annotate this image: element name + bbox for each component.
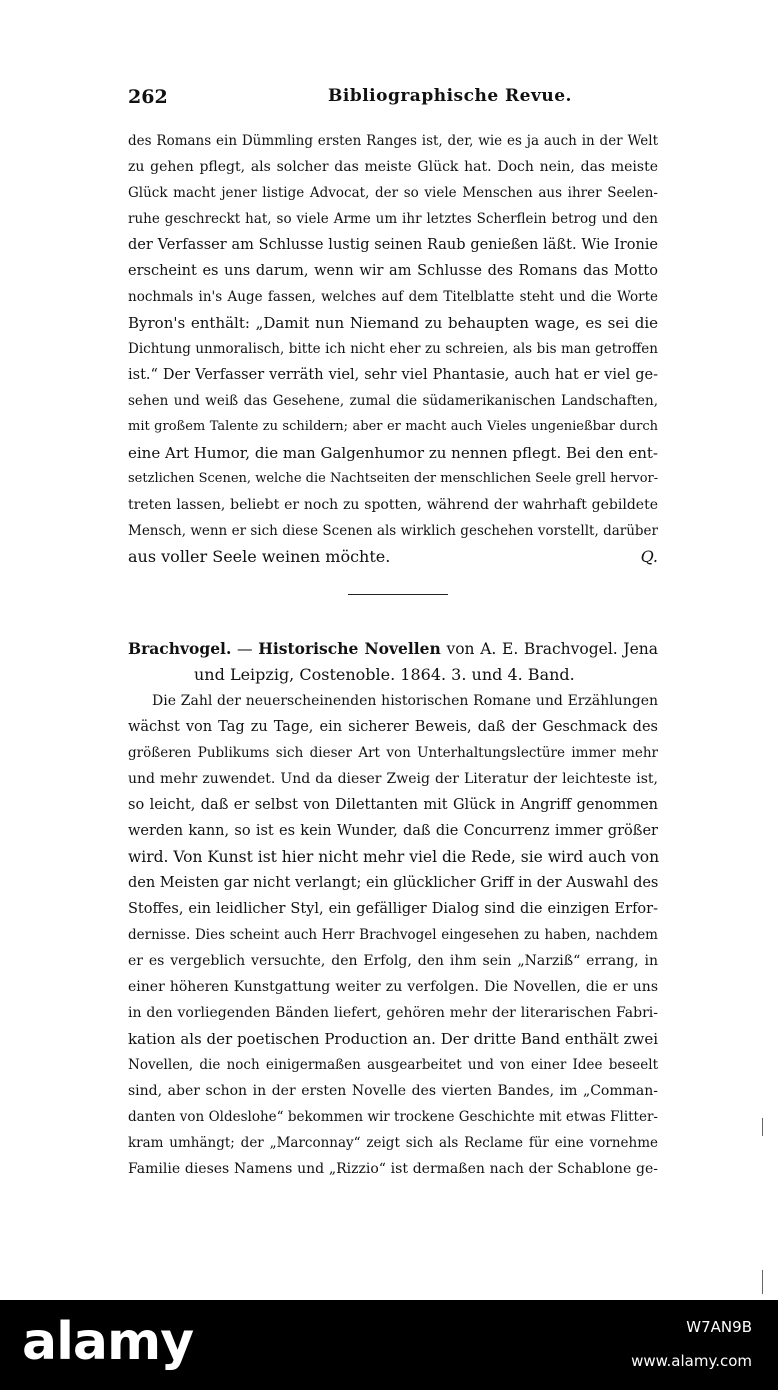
text-line: Familie dieses Namens und „Rizzio“ ist dermaßen nach der Schablone ge- — [128, 1161, 658, 1177]
text-line: der Verfasser am Schlusse lustig seinen Raub genießen läßt. Wie Ironie — [128, 237, 658, 253]
text-line: sehen und weiß das Gesehene, zumal die südamerikanischen Landschaften, — [128, 393, 658, 409]
site-url: www.alamy.com — [631, 1352, 752, 1370]
review-heading — [128, 636, 658, 662]
text-line: treten lassen, beliebt er noch zu spotten, während der wahrhaft gebildete — [128, 497, 658, 513]
review-title: Historische Novellen — [258, 639, 441, 658]
review-byline: von A. E. Brachvogel. Jena — [446, 640, 658, 658]
text-line: den Meisten gar nicht verlangt; ein glücklicher Griff in der Auswahl des — [128, 875, 659, 891]
text-line: Dichtung unmoralisch, bitte ich nicht eher zu schreien, als bis man getroffen — [128, 341, 658, 357]
text-line-content: aus voller Seele weinen möchte. — [128, 547, 391, 566]
text-line: Mensch, wenn er sich diese Scenen als wirklich geschehen vorstellt, darüber — [128, 523, 658, 539]
scan-edge-mark — [762, 1118, 763, 1136]
text-line: eine Art Humor, die man Galgenhumor zu nennen pflegt. Bei den ent- — [128, 444, 659, 462]
text-line: werden kann, so ist es kein Wunder, daß die Concurrenz immer größer — [128, 823, 658, 839]
page-header — [128, 86, 658, 116]
text-line: einer höheren Kunstgattung weiter zu verfolgen. Die Novellen, die er uns — [128, 979, 658, 995]
publisher-line: und Leipzig, Costenoble. 1864. 3. und 4. Band. — [194, 665, 575, 684]
stock-watermark-bar — [0, 1300, 778, 1390]
text-line: mit großem Talente zu schildern; aber er macht auch Vieles ungenießbar durch — [128, 419, 658, 434]
text-line: zu gehen pflegt, als solcher das meiste Glück hat. Doch nein, das meiste — [128, 159, 658, 175]
section-divider — [348, 594, 448, 595]
text-line: kram umhängt; der „Marconnay“ zeigt sich als Reclame für eine vornehme — [128, 1135, 658, 1151]
text-line: Novellen, die noch einigermaßen ausgearbeitet und von einer Idee beseelt — [128, 1057, 658, 1073]
text-line: Die Zahl der neuerscheinenden historischen Romane und Erzählungen — [152, 693, 658, 709]
text-line: Stoffes, ein leidlicher Styl, ein gefälliger Dialog sind die einzigen Erfor- — [128, 901, 658, 917]
scan-edge-mark — [762, 1270, 763, 1294]
text-line: in den vorliegenden Bänden liefert, gehören mehr der literarischen Fabri- — [128, 1005, 658, 1021]
text-line: erscheint es uns darum, wenn wir am Schlusse des Romans das Motto — [128, 263, 658, 279]
text-line: des Romans ein Dümmling ersten Ranges ist, der, wie es ja auch in der Welt — [128, 133, 658, 149]
text-line: danten von Oldeslohe“ bekommen wir trockene Geschichte mit etwas Flitter- — [128, 1109, 658, 1125]
text-line: so leicht, daß er selbst von Dilettanten mit Glück in Angriff genommen — [128, 797, 658, 813]
text-line: dernisse. Dies scheint auch Herr Brachvogel eingesehen zu haben, nachdem — [128, 927, 658, 943]
text-line: wächst von Tag zu Tage, ein sicherer Beweis, daß der Geschmack des — [128, 719, 658, 735]
text-line: nochmals in's Auge fassen, welches auf dem Titelblatte steht und die Worte — [128, 289, 658, 305]
text-line: größeren Publikums sich dieser Art von Unterhaltungslectüre immer mehr — [128, 745, 658, 761]
text-line: Glück macht jener listige Advocat, der so viele Menschen aus ihrer Seelen- — [128, 185, 658, 201]
text-line: und mehr zuwendet. Und da dieser Zweig der Literatur der leichteste ist, — [128, 771, 658, 787]
image-id: W7AN9B — [686, 1318, 752, 1336]
running-head: Bibliographische Revue. — [328, 86, 572, 106]
text-line: setzlichen Scenen, welche die Nachtseiten der menschlichen Seele grell hervor- — [128, 471, 659, 486]
text-line: wird. Von Kunst ist hier nicht mehr viel die Rede, sie wird auch von — [128, 848, 660, 866]
continuation-text — [128, 128, 658, 570]
heading-dash: — — [237, 640, 253, 658]
review-section — [128, 636, 658, 1182]
text-line — [128, 544, 658, 570]
text-line: kation als der poetischen Production an. Der dritte Band enthält zwei — [128, 1030, 659, 1048]
text-line: sind, aber schon in der ersten Novelle des vierten Bandes, im „Comman- — [128, 1083, 658, 1099]
text-line: ruhe geschreckt hat, so viele Arme um ihr letztes Scherflein betrog und den — [128, 211, 658, 227]
text-line: ist.“ Der Verfasser verräth viel, sehr viel Phantasie, auch hat er viel ge- — [128, 367, 658, 383]
alamy-logo: alamy — [22, 1312, 194, 1372]
page-number: 262 — [128, 86, 168, 108]
reviewer-signature: Q. — [640, 547, 658, 566]
text-line: Byron's enthält: „Damit nun Niemand zu behaupten wage, es sei die — [128, 314, 658, 332]
text-line: er es vergeblich versuchte, den Erfolg, den ihm sein „Narziß“ errang, in — [128, 953, 658, 969]
review-author: Brachvogel. — [128, 639, 232, 658]
